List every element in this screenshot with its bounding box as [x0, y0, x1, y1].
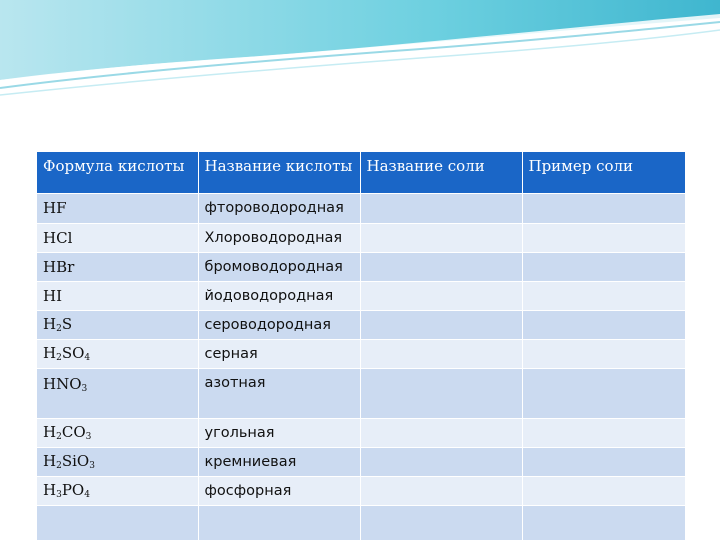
cell-acid-name: азотная	[198, 368, 360, 418]
cell-salt-name	[360, 310, 522, 339]
table-row	[37, 252, 685, 281]
table-row	[37, 368, 685, 418]
cell-acid-name: бромоводородная	[198, 252, 360, 281]
table-row	[37, 193, 685, 223]
cell-acid-name: йодоводородная	[198, 281, 360, 310]
cell-salt-name	[360, 418, 522, 447]
cell-salt-example	[522, 310, 685, 339]
table-row	[37, 223, 685, 252]
cell-salt-example	[522, 418, 685, 447]
cell-acid-name: Хлороводородная	[198, 223, 360, 252]
cell-salt-name	[360, 252, 522, 281]
table-header-row	[37, 152, 685, 193]
cell-acid-name: серная	[198, 339, 360, 368]
cell-salt-name	[360, 505, 522, 540]
cell-salt-example	[522, 368, 685, 418]
cell-salt-example	[522, 193, 685, 223]
cell-salt-name	[360, 339, 522, 368]
cell-acid-formula: $H_2SO_4$	[37, 339, 198, 368]
cell-acid-name	[198, 505, 360, 540]
cell-acid-name: сероводородная	[198, 310, 360, 339]
table-row	[37, 447, 685, 476]
header-acid-formula: Формула кислоты	[37, 152, 198, 193]
table-row	[37, 339, 685, 368]
cell-acid-formula: HCl	[37, 223, 198, 252]
cell-salt-name	[360, 368, 522, 418]
cell-acid-formula: $H_2CO_3$	[37, 418, 198, 447]
table-row	[37, 476, 685, 505]
cell-salt-example	[522, 339, 685, 368]
cell-acid-name: кремниевая	[198, 447, 360, 476]
cell-salt-name	[360, 193, 522, 223]
cell-salt-name	[360, 447, 522, 476]
cell-acid-formula: HBr	[37, 252, 198, 281]
cell-salt-example	[522, 252, 685, 281]
cell-salt-example	[522, 476, 685, 505]
cell-acid-formula: $H_3PO_4$	[37, 476, 198, 505]
cell-acid-formula: $H_2SiO_3$	[37, 447, 198, 476]
cell-salt-example	[522, 281, 685, 310]
cell-acid-formula: $HNO_3$	[37, 368, 198, 418]
cell-acid-name: фтороводородная	[198, 193, 360, 223]
header-acid-name: Название кислоты	[198, 152, 360, 193]
cell-acid-formula: HI	[37, 281, 198, 310]
table-row	[37, 310, 685, 339]
table-row	[37, 281, 685, 310]
cell-salt-example	[522, 447, 685, 476]
header-salt-name: Название соли	[360, 152, 522, 193]
decorative-header-wave	[0, 0, 720, 120]
cell-salt-name	[360, 223, 522, 252]
header-salt-example: Пример соли	[522, 152, 685, 193]
cell-acid-name: фосфорная	[198, 476, 360, 505]
table-row	[37, 505, 685, 540]
cell-salt-name	[360, 281, 522, 310]
cell-acid-formula: $H_2S$	[37, 310, 198, 339]
cell-acid-name: угольная	[198, 418, 360, 447]
cell-salt-example	[522, 223, 685, 252]
cell-acid-formula: HF	[37, 193, 198, 223]
acids-salts-table	[37, 152, 685, 540]
cell-salt-name	[360, 476, 522, 505]
acids-table-container	[37, 152, 685, 540]
cell-acid-formula	[37, 505, 198, 540]
cell-salt-example	[522, 505, 685, 540]
table-row	[37, 418, 685, 447]
